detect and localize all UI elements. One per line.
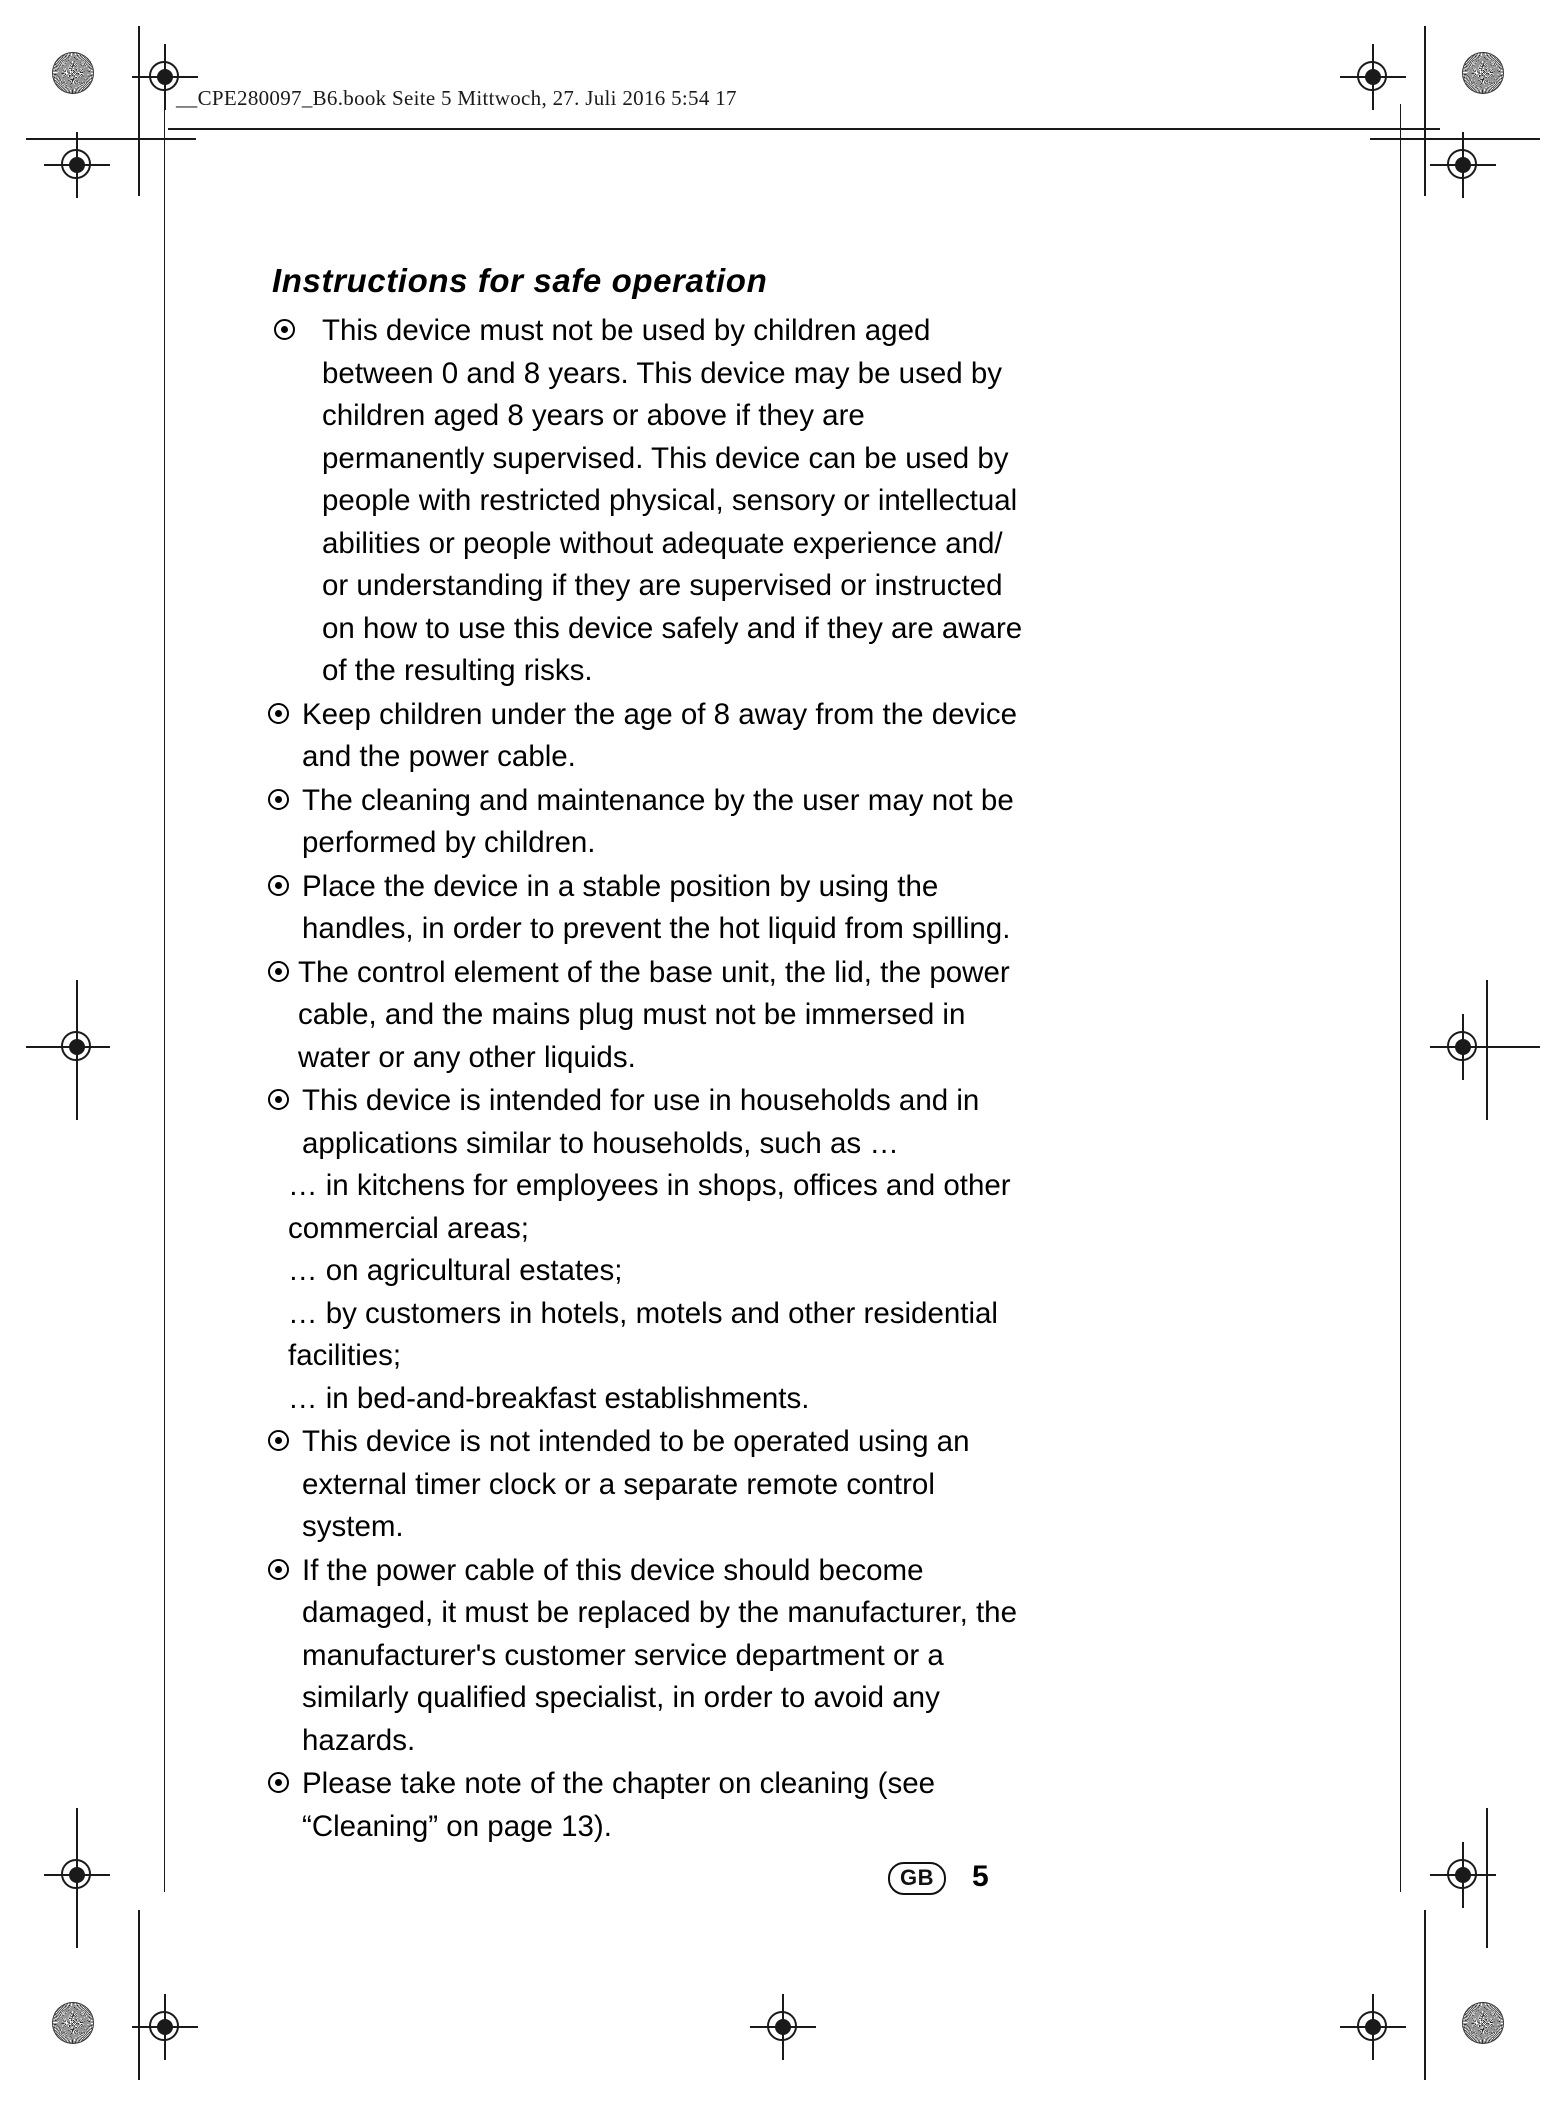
page-frame-right <box>1400 104 1401 1892</box>
circled-dot-icon <box>274 319 295 340</box>
registration-mark-bottom-right <box>1346 2000 1400 2054</box>
list-item <box>268 1763 1034 1848</box>
trim-line-left-top-horizontal <box>26 138 196 140</box>
list-item <box>268 1550 1034 1763</box>
trim-line-top-left-vertical <box>138 26 140 196</box>
registration-mark-top-right <box>1346 50 1400 104</box>
list-item-text: Keep children under the age of 8 away from the device and the power cable. <box>302 697 1018 773</box>
circled-dot-icon <box>268 789 289 810</box>
registration-mark-left-top <box>50 138 104 192</box>
registration-mark-right-bottom <box>1436 1848 1490 1902</box>
list-item-text: This device must not be used by children aged between 0 and 8 years. This device may be used by children aged 8 years or above if they are permanently supervised. This device can be used by people with restricted physical, sensory or intellectual abilities or people without adequate experience and/ or understanding if they are supervised or instructed on how to use this device safely and if they are aware of the resulting risks. <box>322 314 1023 687</box>
trim-line-bottom-right-vertical <box>1424 1910 1426 2080</box>
list-item <box>268 310 1034 693</box>
list-item <box>268 694 1034 779</box>
header-rule <box>168 128 1440 130</box>
list-item <box>268 1421 1034 1549</box>
circled-dot-icon <box>268 703 289 724</box>
page-number: 5 <box>972 1860 989 1893</box>
circled-dot-icon <box>268 1430 289 1451</box>
fold-line-left-middle <box>76 980 78 1120</box>
list-item-text: This device is not intended to be operated using an external timer clock or a separate remote control system. <box>302 1425 970 1543</box>
list-item <box>268 1080 1034 1420</box>
sub-item-group <box>288 1165 1034 1420</box>
fold-line-left-bottom <box>76 1808 78 1948</box>
trim-line-top-right-vertical <box>1424 26 1426 196</box>
circled-dot-icon <box>268 1772 289 1793</box>
circled-dot-icon <box>268 875 289 896</box>
page-title: Instructions for safe operation <box>272 262 768 299</box>
circled-dot-icon <box>268 1559 289 1580</box>
sub-list-item: … in bed-and-breakfast establishments. <box>288 1381 810 1415</box>
trim-line-right-top-horizontal <box>1370 138 1540 140</box>
list-item <box>268 866 1034 951</box>
fold-line-right-bottom <box>1486 1808 1488 1948</box>
print-slug-line: __CPE280097_B6.book Seite 5 Mittwoch, 27. Juli 2016 5:54 17 <box>176 86 737 110</box>
trim-line-left-middle-horizontal <box>26 1046 90 1048</box>
list-item-text: Please take note of the chapter on cleaning (see “Cleaning” on page 13). <box>302 1767 936 1843</box>
print-rosette-top-right <box>1462 52 1504 94</box>
print-rosette-top-left <box>52 52 94 94</box>
registration-mark-bottom-left <box>138 2000 192 2054</box>
list-item-text: Place the device in a stable position by using the handles, in order to prevent the hot liquid from spilling. <box>302 869 1011 945</box>
circled-dot-icon <box>268 961 289 982</box>
registration-mark-right-top <box>1436 138 1490 192</box>
sub-list-item: … by customers in hotels, motels and other residential facilities; <box>288 1296 998 1372</box>
main-content <box>268 262 1034 1849</box>
page-frame-left <box>164 104 165 1892</box>
list-item-text: The cleaning and maintenance by the user may not be performed by children. <box>302 783 1014 859</box>
list-item-text: If the power cable of this device should become damaged, it must be replaced by the manufacturer, the manufacturer's customer service department or a similarly qualified specialist, in order to avoid any hazards. <box>302 1553 1017 1757</box>
print-rosette-bottom-right <box>1462 2002 1504 2044</box>
circled-dot-icon <box>268 1089 289 1110</box>
trim-line-bottom-left-vertical <box>138 1910 140 2080</box>
fold-line-right-middle <box>1486 980 1488 1120</box>
list-item <box>268 952 1034 1080</box>
list-item-text: This device is intended for use in households and in applications similar to households, such as … <box>302 1084 980 1160</box>
sub-list-item: … in kitchens for employees in shops, offices and other commercial areas; <box>288 1169 1011 1245</box>
list-item-text: The control element of the base unit, the lid, the power cable, and the mains plug must not be immersed in water or any other liquids. <box>298 955 1010 1074</box>
safety-instruction-list <box>268 310 1034 1848</box>
registration-mark-bottom-center <box>756 2000 810 2054</box>
list-item <box>268 780 1034 865</box>
sub-list-item: … on agricultural estates; <box>288 1254 623 1287</box>
language-badge: GB <box>888 1862 946 1895</box>
print-rosette-bottom-left <box>52 2002 94 2044</box>
